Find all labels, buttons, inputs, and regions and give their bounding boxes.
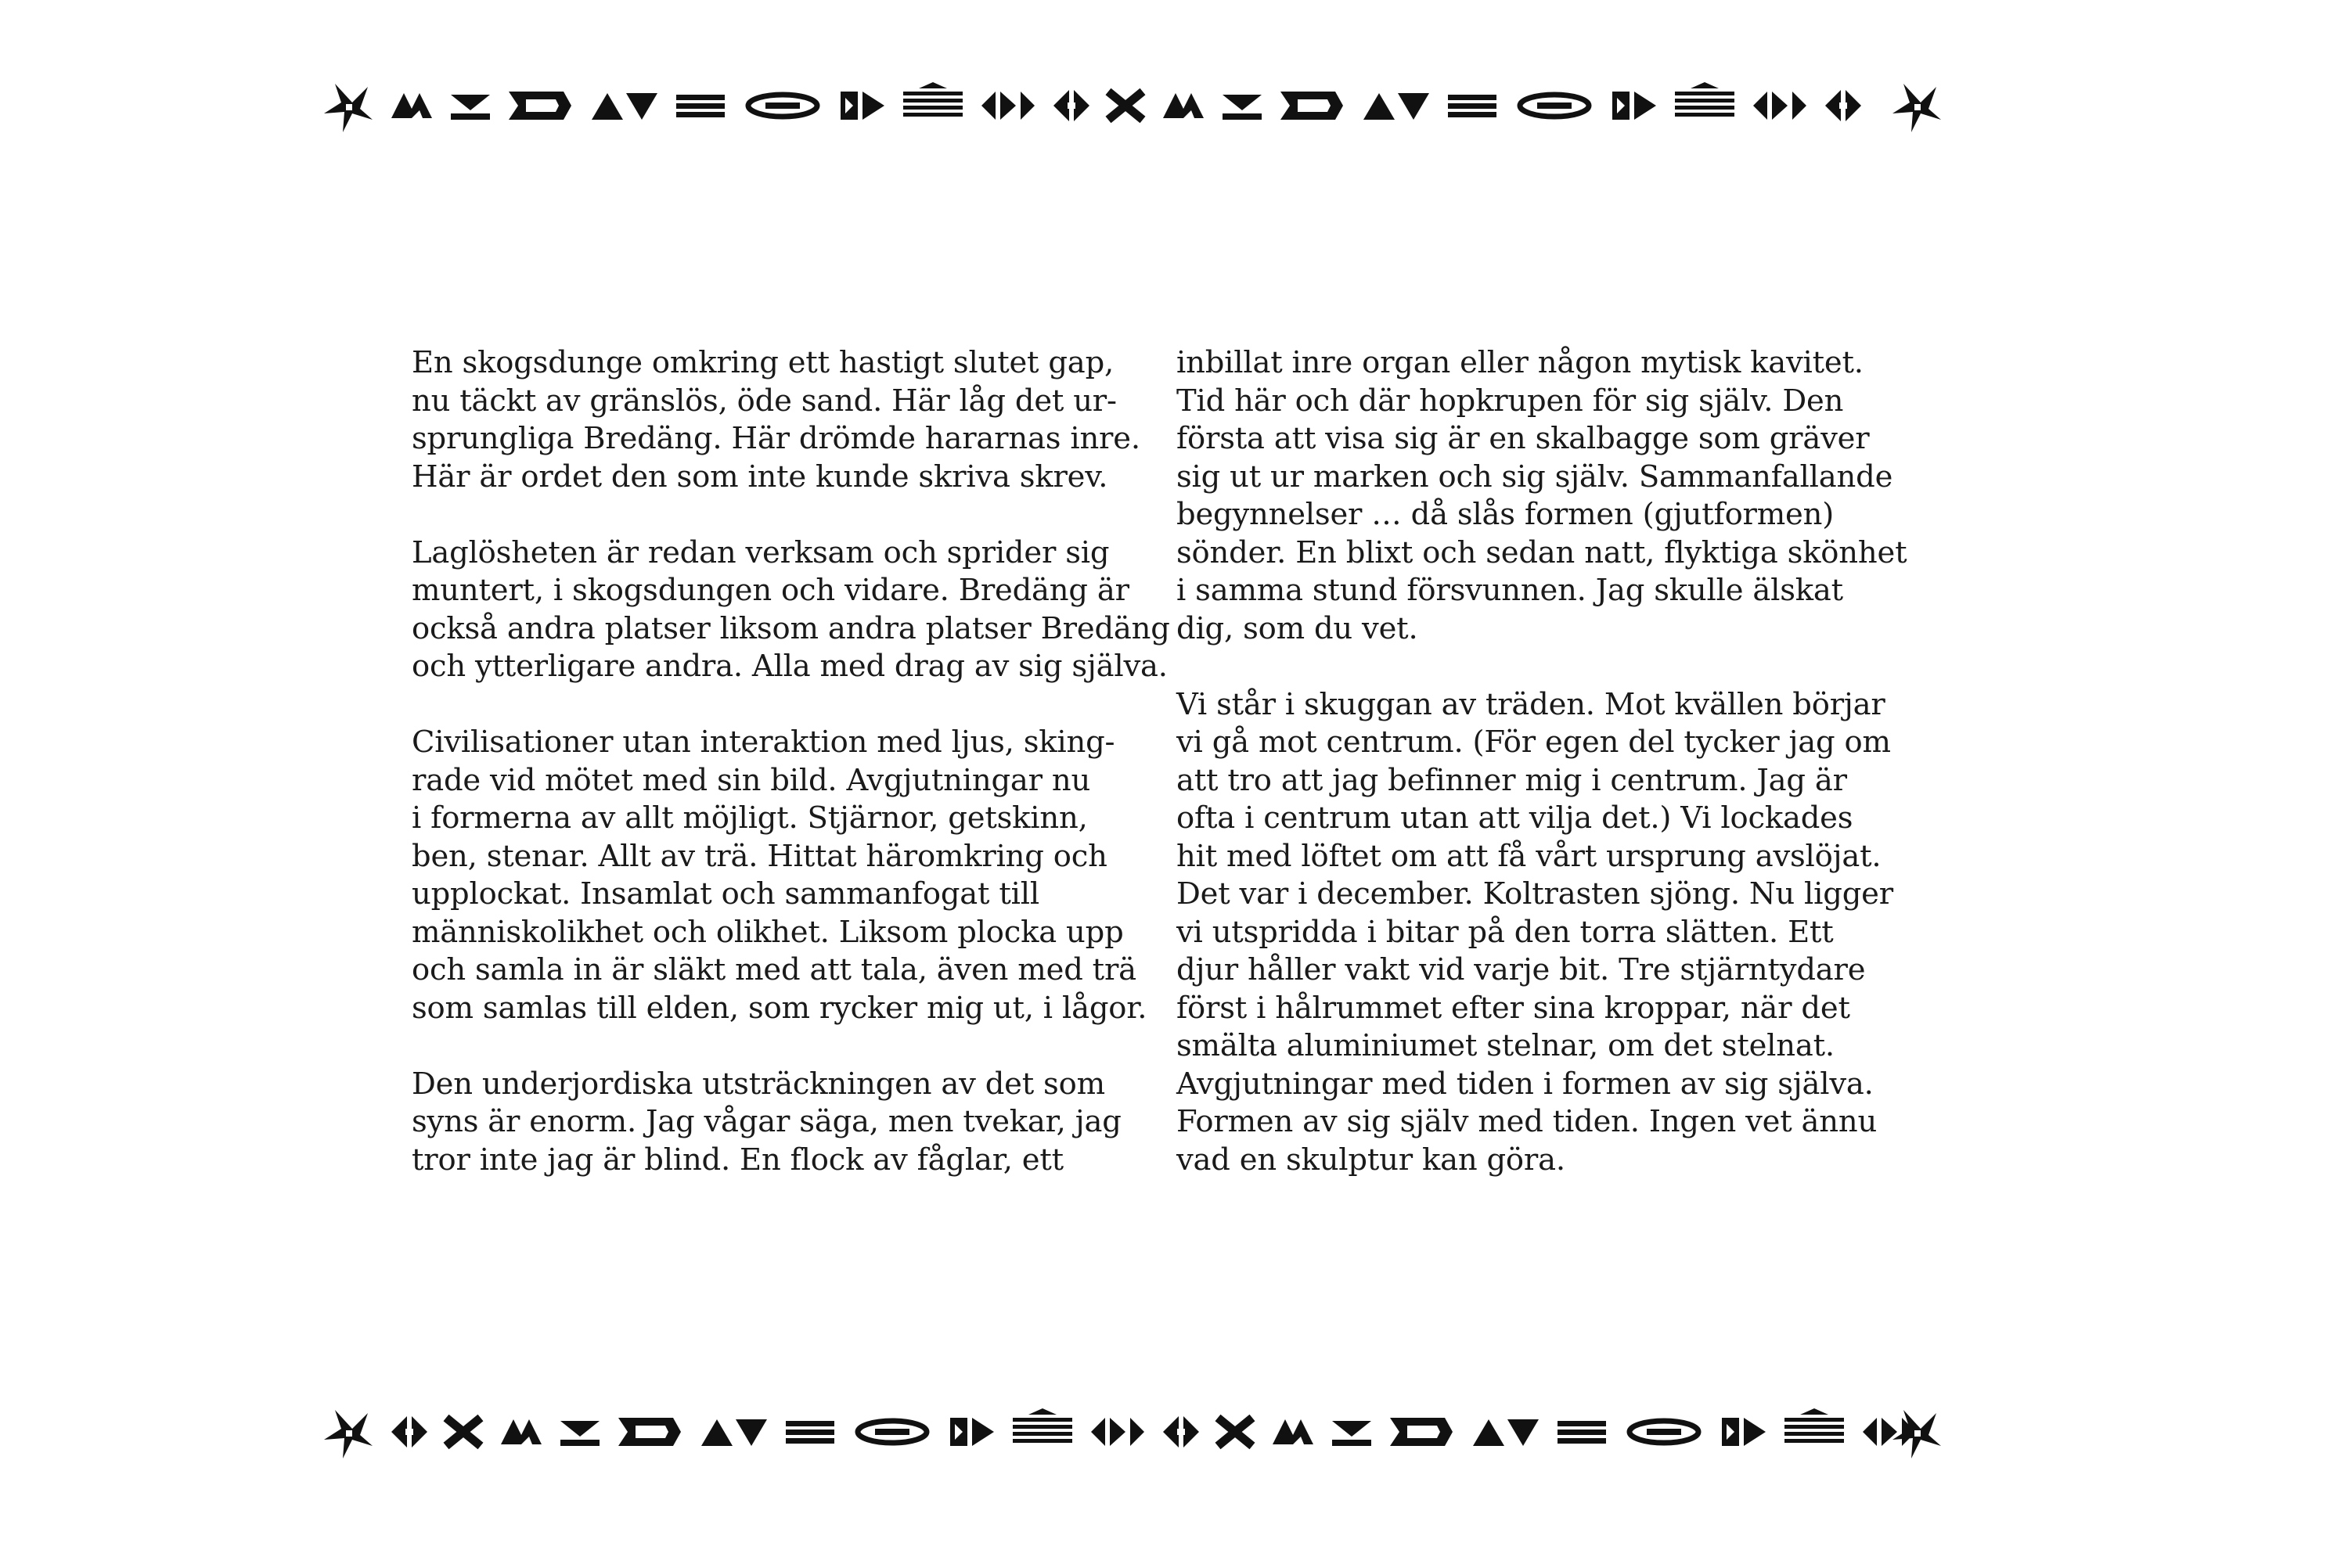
text-line: Laglösheten är redan verksam och sprider sig	[412, 534, 1110, 570]
text-line: sprungliga Bredäng. Här drömde hararnas inre.	[412, 421, 1140, 456]
text-line: Tid här och där hopkrupen för sig själv. Den	[1176, 383, 1844, 419]
text-line: Avgjutningar med tiden i formen av sig själva.	[1176, 1066, 1874, 1102]
text-line: Den underjordiska utsträckningen av det som	[412, 1066, 1105, 1102]
paragraph	[412, 534, 1170, 686]
text-line: inbillat inre organ eller någon mytisk kavitet.	[1176, 345, 1864, 380]
text-line: och ytterligare andra. Alla med drag av sig själva.	[412, 649, 1168, 684]
decorative-border-top	[321, 74, 1949, 137]
text-line: att tro att jag befinner mig i centrum. Jag är	[1176, 762, 1847, 798]
text-line: i formerna av allt möjligt. Stjärnor, getskinn,	[412, 800, 1088, 836]
text-line: ofta i centrum utan att vilja det.) Vi lockades	[1176, 800, 1853, 836]
text-line: smälta aluminiumet stelnar, om det stelnat.	[1176, 1028, 1835, 1063]
paragraph	[412, 1066, 1163, 1180]
text-line: nu täckt av gränslös, öde sand. Här låg det ur-	[412, 383, 1117, 419]
text-line: och samla in är släkt med att tala, även med trä	[412, 952, 1136, 987]
text-line: dig, som du vet.	[1176, 610, 1418, 646]
text-line: hit med löftet om att få vårt ursprung avslöjat.	[1176, 838, 1882, 874]
text-line: muntert, i skogsdungen och vidare. Bredäng är	[412, 573, 1129, 608]
text-line: i samma stund försvunnen. Jag skulle älskat	[1176, 573, 1843, 608]
text-line: Det var i december. Koltrasten sjöng. Nu ligger	[1176, 876, 1893, 912]
text-line: syns är enorm. Jag vågar säga, men tvekar, jag	[412, 1104, 1122, 1139]
text-line: Formen av sig själv med tiden. Ingen vet ännu	[1176, 1104, 1878, 1139]
text-line: Här är ordet den som inte kunde skriva skrev.	[412, 459, 1108, 494]
text-line: först i hålrummet efter sina kroppar, när det	[1176, 990, 1850, 1026]
text-line: också andra platser liksom andra platser Bredäng	[412, 610, 1170, 646]
text-line: tror inte jag är blind. En flock av fåglar, ett	[412, 1142, 1064, 1178]
text-line: sig ut ur marken och sig själv. Sammanfallande	[1176, 459, 1893, 494]
ornament-pattern-icon	[321, 74, 1949, 137]
text-line: En skogsdunge omkring ett hastigt slutet gap,	[412, 345, 1115, 380]
text-line: upplockat. Insamlat och sammanfogat till	[412, 876, 1039, 912]
paragraph	[1176, 344, 1928, 648]
text-line: djur håller vakt vid varje bit. Tre stjärntydare	[1176, 952, 1866, 987]
text-line: vi utspridda i bitar på den torra slätten. Ett	[1176, 914, 1834, 950]
text-line: som samlas till elden, som rycker mig ut, i lågor.	[412, 990, 1147, 1026]
decorative-border-bottom	[321, 1401, 1949, 1463]
paragraph	[412, 344, 1163, 496]
text-line: vi gå mot centrum. (För egen del tycker jag om	[1176, 725, 1891, 760]
text-line: Vi står i skuggan av träden. Mot kvällen börjar	[1176, 686, 1885, 722]
ornament-pattern-icon	[321, 1401, 1949, 1463]
text-line: människolikhet och olikhet. Liksom plocka upp	[412, 914, 1124, 950]
text-line: rade vid mötet med sin bild. Avgjutningar nu	[412, 762, 1091, 798]
text-line: begynnelser … då slås formen (gjutformen)	[1176, 497, 1835, 532]
text-line: vad en skulptur kan göra.	[1176, 1142, 1565, 1178]
text-line: Civilisationer utan interaktion med ljus, sking-	[412, 725, 1115, 760]
text-line: sönder. En blixt och sedan natt, flyktiga skönhet	[1176, 534, 1907, 570]
paragraph	[1176, 686, 1928, 1180]
text-column-right	[1176, 344, 1928, 1217]
paragraph	[412, 724, 1163, 1027]
text-column-left	[412, 344, 1170, 1217]
text-line: ben, stenar. Allt av trä. Hittat häromkring och	[412, 838, 1107, 874]
text-line: första att visa sig är en skalbagge som gräver	[1176, 421, 1870, 456]
